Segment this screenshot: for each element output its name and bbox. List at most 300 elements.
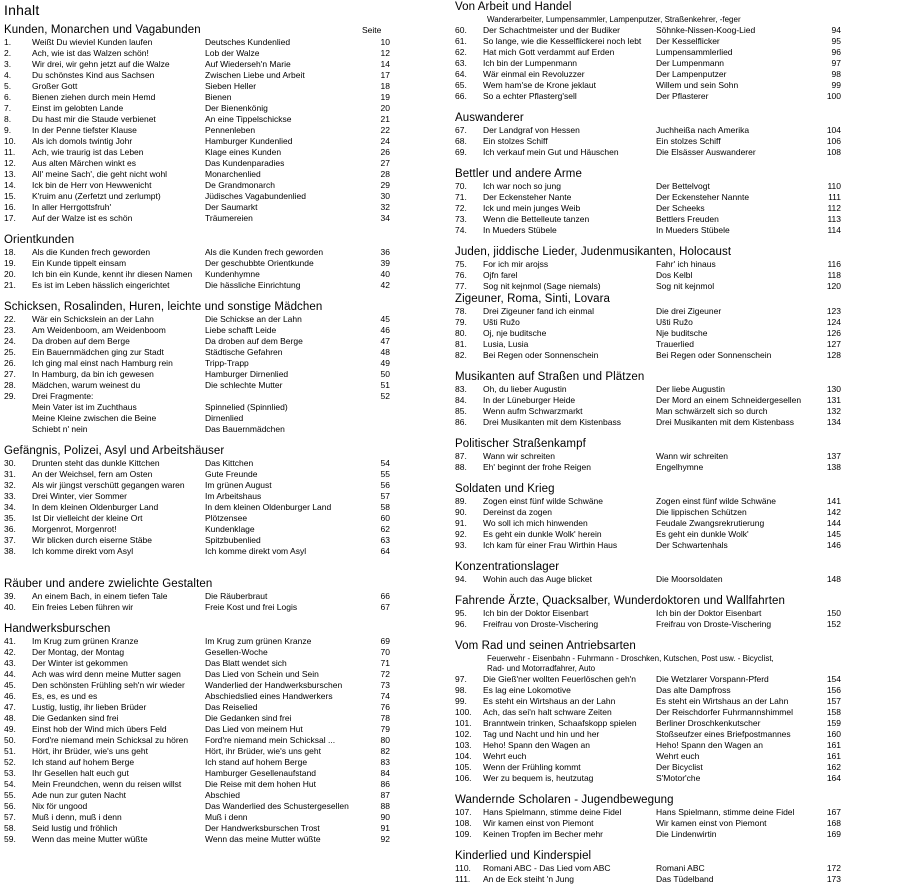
entry-first-line: Wer zu bequem is, heutzutag: [483, 773, 594, 783]
entry-page-number: 26: [380, 147, 390, 157]
section-heading-label: Bettler und andere Arme: [455, 168, 582, 180]
toc-entry[interactable]: [455, 339, 895, 350]
toc-entry[interactable]: [4, 191, 444, 202]
entry-song-title: Ich stand auf hohem Berge: [205, 757, 308, 767]
toc-entry[interactable]: [455, 203, 895, 214]
toc-entry[interactable]: [455, 496, 895, 507]
toc-section: [455, 0, 895, 102]
entry-song-title: Hamburger Gesellenaufstand: [205, 768, 317, 778]
section-heading-label: Vom Rad und seinen Antriebsarten: [455, 640, 636, 652]
entry-song-title: Wenn das meine Mutter wüßte: [205, 834, 321, 844]
toc-entry[interactable]: [4, 336, 444, 347]
entry-number: 81.: [455, 339, 467, 349]
section-heading-label: Kinderlied und Kinderspiel: [455, 850, 592, 862]
entry-number: 17.: [4, 213, 16, 223]
entry-number: 35.: [4, 513, 16, 523]
toc-entry[interactable]: [4, 358, 444, 369]
entry-number: 38.: [4, 546, 16, 556]
toc-entry[interactable]: [4, 801, 444, 812]
toc-entry[interactable]: [4, 469, 444, 480]
entry-page-number: 52: [380, 391, 390, 401]
entry-first-line: Wir drei, wir gehn jetzt auf die Walze: [32, 59, 170, 69]
toc-entry[interactable]: [455, 328, 895, 339]
entry-song-title: Das Wanderlied des Schustergesellen: [205, 801, 349, 811]
toc-entry[interactable]: [4, 746, 444, 757]
entry-number: 9.: [4, 125, 12, 135]
section-heading: [455, 482, 895, 496]
entry-first-line: Ick und mein junges Weib: [483, 203, 581, 213]
toc-entry[interactable]: [455, 181, 895, 192]
toc-entry[interactable]: [455, 529, 895, 540]
entry-number: 31.: [4, 469, 16, 479]
entry-first-line: Wenn die Bettelleute tanzen: [483, 214, 590, 224]
entry-song-title: Bei Regen oder Sonnenschein: [656, 350, 772, 360]
entry-song-title: Hamburger Kundenlied: [205, 136, 293, 146]
toc-entry[interactable]: [4, 834, 444, 845]
entry-song-title: In dem kleinen Oldenburger Land: [205, 502, 332, 512]
entry-number: 110.: [455, 863, 471, 873]
entry-number: 88.: [455, 462, 467, 472]
entry-song-title: Das Lied von meinem Hut: [205, 724, 303, 734]
entry-first-line: Wir blicken durch eiserne Stäbe: [32, 535, 153, 545]
section-heading: [455, 111, 895, 125]
entry-first-line: So lange, wie die Kesselflickerei noch lebt: [483, 36, 642, 46]
toc-entry[interactable]: [4, 114, 444, 125]
toc-entry[interactable]: [455, 619, 895, 630]
left-column: [4, 0, 444, 845]
toc-section: [455, 849, 895, 885]
entry-song-title: Abschiedslied eines Handwerkers: [205, 691, 333, 701]
toc-entry[interactable]: [4, 680, 444, 691]
toc-entry[interactable]: [455, 707, 895, 718]
toc-entry[interactable]: [455, 384, 895, 395]
toc-entry[interactable]: [4, 402, 444, 413]
entry-song-title: Die drei Zigeuner: [656, 306, 722, 316]
toc-entry[interactable]: [455, 718, 895, 729]
entry-first-line: Ich bin der Lumpenmann: [483, 58, 578, 68]
entry-first-line: Ach, wie traurig ist das Leben: [32, 147, 144, 157]
toc-entry[interactable]: [455, 729, 895, 740]
entry-first-line: Ich bin ein Kunde, kennt ihr diesen Namen: [32, 269, 193, 279]
toc-entry[interactable]: [4, 125, 444, 136]
entry-song-title: Die Elsässer Auswanderer: [656, 147, 756, 157]
entry-first-line: Ich stand auf hohem Berge: [32, 757, 135, 767]
toc-entry[interactable]: [455, 518, 895, 529]
toc-entry[interactable]: [4, 823, 444, 834]
toc-entry[interactable]: [4, 424, 444, 435]
toc-entry[interactable]: [4, 636, 444, 647]
toc-entry[interactable]: [455, 395, 895, 406]
entry-first-line: Sog nit kejnmol (Sage niemals): [483, 281, 601, 291]
entry-song-title: Spitzbubenlied: [205, 535, 261, 545]
toc-entry[interactable]: [4, 768, 444, 779]
entry-song-title: De Grandmonarch: [205, 180, 275, 190]
entry-page-number: 39: [380, 258, 390, 268]
entry-page-number: 173: [826, 874, 841, 884]
entry-page-number: 10: [380, 37, 390, 47]
toc-entry[interactable]: [4, 535, 444, 546]
entry-page-number: 30: [380, 191, 390, 201]
toc-entry[interactable]: [4, 258, 444, 269]
entry-first-line: Schiebt n' nein: [32, 424, 88, 434]
entry-number: 65.: [455, 80, 467, 90]
toc-entry[interactable]: [455, 807, 895, 818]
entry-number: 105.: [455, 762, 472, 772]
toc-entry[interactable]: [455, 608, 895, 619]
entry-song-title: Das Blatt wendet sich: [205, 658, 287, 668]
entry-number: 45.: [4, 680, 16, 690]
toc-entry[interactable]: [455, 773, 895, 784]
entry-number: 71.: [455, 192, 467, 202]
toc-entry[interactable]: [4, 546, 444, 557]
entry-page-number: 21: [380, 114, 390, 124]
toc-entry[interactable]: [455, 874, 895, 885]
entry-number: 34.: [4, 502, 16, 512]
toc-entry[interactable]: [4, 658, 444, 669]
entry-first-line: Einst hob der Wind mich übers Feld: [32, 724, 167, 734]
toc-entry[interactable]: [4, 702, 444, 713]
toc-entry[interactable]: [4, 70, 444, 81]
entry-song-title: Der liebe Augustin: [656, 384, 725, 394]
entry-page-number: 123: [826, 306, 841, 316]
entry-number: 62.: [455, 47, 467, 57]
toc-entry[interactable]: [455, 225, 895, 236]
entry-number: 56.: [4, 801, 16, 811]
entry-number: 60.: [455, 25, 467, 35]
entry-page-number: 160: [826, 729, 841, 739]
toc-entry[interactable]: [4, 669, 444, 680]
entry-first-line: Drei Zigeuner fand ich einmal: [483, 306, 595, 316]
entry-number: 11.: [4, 147, 16, 157]
toc-entry[interactable]: [4, 37, 444, 48]
toc-entry[interactable]: [455, 58, 895, 69]
toc-entry[interactable]: [4, 502, 444, 513]
entry-page-number: 90: [380, 812, 390, 822]
entry-song-title: Es geht ein dunkle Wolk': [656, 529, 749, 539]
entry-page-number: 55: [380, 469, 390, 479]
toc-entry[interactable]: [4, 524, 444, 535]
entry-song-title: Hamburger Dirnenlied: [205, 369, 289, 379]
toc-entry[interactable]: [4, 269, 444, 280]
entry-number: 29.: [4, 391, 16, 401]
toc-entry-list: [455, 259, 895, 292]
toc-entry[interactable]: [455, 270, 895, 281]
entry-page-number: 150: [826, 608, 841, 618]
entry-song-title: Ich bin der Doktor Eisenbart: [656, 608, 762, 618]
section-heading-label: Kunden, Monarchen und Vagabunden: [4, 24, 201, 36]
entry-number: 100.: [455, 707, 472, 717]
toc-entry[interactable]: [455, 281, 895, 292]
toc-entry[interactable]: [455, 451, 895, 462]
entry-page-number: 104: [826, 125, 841, 135]
entry-song-title: Wehrt euch: [656, 751, 700, 761]
entry-page-number: 64: [380, 546, 390, 556]
toc-entry[interactable]: [4, 59, 444, 70]
entry-song-title: Kundenhymne: [205, 269, 260, 279]
entry-page-number: 74: [380, 691, 390, 701]
toc-entry[interactable]: [455, 192, 895, 203]
entry-song-title: Tripp-Trapp: [205, 358, 249, 368]
toc-entry[interactable]: [455, 696, 895, 707]
entry-number: 50.: [4, 735, 16, 745]
entry-number: 16.: [4, 202, 16, 212]
section-heading: [455, 0, 895, 14]
entry-song-title: Ein stolzes Schiff: [656, 136, 721, 146]
toc-entry[interactable]: [4, 790, 444, 801]
section-heading-label: Orientkunden: [4, 234, 75, 246]
toc-entry[interactable]: [4, 491, 444, 502]
toc-entry-list: [4, 636, 444, 845]
toc-entry[interactable]: [4, 713, 444, 724]
entry-number: 72.: [455, 203, 467, 213]
section-heading-label: Zigeuner, Roma, Sinti, Lovara: [455, 293, 611, 305]
toc-entry[interactable]: [455, 674, 895, 685]
entry-song-title: In Mueders Stübele: [656, 225, 730, 235]
toc-entry[interactable]: [4, 602, 444, 613]
entry-page-number: 120: [826, 281, 841, 291]
toc-entry[interactable]: [455, 147, 895, 158]
toc-entry[interactable]: [455, 762, 895, 773]
toc-entry[interactable]: [455, 417, 895, 428]
toc-section: [455, 292, 895, 361]
toc-entry[interactable]: [4, 480, 444, 491]
entry-page-number: 161: [826, 740, 841, 750]
entry-page-number: 40: [380, 269, 390, 279]
toc-section: [455, 793, 895, 840]
entry-first-line: In Hamburg, da bin ich gewesen: [32, 369, 154, 379]
toc-entry-list: [4, 591, 444, 613]
toc-entry[interactable]: [455, 574, 895, 585]
entry-first-line: Wir kamen einst von Piemont: [483, 818, 594, 828]
entry-page-number: 63: [380, 535, 390, 545]
entry-song-title: Der Eckensteher Nannte: [656, 192, 750, 202]
entry-first-line: All' meine Sach', die geht nicht wohl: [32, 169, 168, 179]
toc-entry[interactable]: [4, 202, 444, 213]
toc-entry[interactable]: [455, 406, 895, 417]
entry-page-number: 73: [380, 680, 390, 690]
toc-entry[interactable]: [4, 779, 444, 790]
toc-entry[interactable]: [455, 751, 895, 762]
toc-entry[interactable]: [4, 325, 444, 336]
entry-song-title: Romani ABC: [656, 863, 705, 873]
entry-song-title: Der Lampenputzer: [656, 69, 727, 79]
entry-first-line: Nix för ungood: [32, 801, 88, 811]
toc-entry[interactable]: [455, 685, 895, 696]
entry-page-number: 110: [827, 181, 841, 191]
entry-number: 5.: [4, 81, 12, 91]
entry-song-title: Willem und sein Sohn: [656, 80, 739, 90]
section-heading: [4, 622, 444, 636]
section-heading: [455, 437, 895, 451]
entry-song-title: Lumpensammlerlied: [656, 47, 733, 57]
entry-page-number: 164: [826, 773, 841, 783]
entry-first-line: Keinen Tropfen im Becher mehr: [483, 829, 604, 839]
toc-entry[interactable]: [4, 380, 444, 391]
toc-section: [4, 622, 444, 845]
entry-number: 101.: [455, 718, 472, 728]
entry-page-number: 17: [380, 70, 390, 80]
toc-entry[interactable]: [4, 180, 444, 191]
entry-number: 44.: [4, 669, 16, 679]
entry-first-line: Aus alten Märchen winkt es: [32, 158, 136, 168]
toc-entry[interactable]: [455, 350, 895, 361]
toc-entry[interactable]: [4, 158, 444, 169]
toc-entry[interactable]: [455, 317, 895, 328]
toc-entry[interactable]: [4, 347, 444, 358]
entry-number: 58.: [4, 823, 16, 833]
section-heading: [455, 560, 895, 574]
entry-number: 107.: [455, 807, 472, 817]
toc-entry[interactable]: [455, 462, 895, 473]
entry-first-line: Als ich domols twintig Johr: [32, 136, 133, 146]
entry-page-number: 50: [380, 369, 390, 379]
entry-first-line: Wenn aufm Schwarzmarkt: [483, 406, 583, 416]
entry-number: 84.: [455, 395, 467, 405]
toc-entry[interactable]: [455, 540, 895, 551]
entry-page-number: 145: [826, 529, 841, 539]
toc-entry[interactable]: [4, 647, 444, 658]
entry-number: 4.: [4, 70, 12, 80]
section-heading-label: Von Arbeit und Handel: [455, 1, 572, 13]
entry-number: 73.: [455, 214, 467, 224]
entry-song-title: Lob der Walze: [205, 48, 260, 58]
entry-page-number: 36: [380, 247, 390, 257]
entry-page-number: 24: [380, 136, 390, 146]
entry-first-line: Mädchen, warum weinest du: [32, 380, 141, 390]
entry-first-line: Wenn das meine Mutter wüßte: [32, 834, 148, 844]
entry-song-title: Gute Freunde: [205, 469, 258, 479]
toc-entry[interactable]: [455, 136, 895, 147]
toc-entry[interactable]: [4, 247, 444, 258]
entry-first-line: Ich komme direkt vom Asyl: [32, 546, 134, 556]
entry-song-title: Trauerlied: [656, 339, 694, 349]
entry-page-number: 49: [380, 358, 390, 368]
toc-entry[interactable]: [4, 103, 444, 114]
entry-first-line: Der Winter ist gekommen: [32, 658, 128, 668]
entry-song-title: Das Tüdelband: [656, 874, 714, 884]
toc-entry[interactable]: [455, 47, 895, 58]
toc-entry[interactable]: [455, 818, 895, 829]
toc-entry[interactable]: [455, 740, 895, 751]
toc-entry[interactable]: [4, 147, 444, 158]
entry-first-line: Dereinst da zogen: [483, 507, 552, 517]
entry-number: 102.: [455, 729, 472, 739]
toc-entry[interactable]: [455, 306, 895, 317]
entry-first-line: Da droben auf dem Berge: [32, 336, 130, 346]
toc-entry[interactable]: [4, 391, 444, 402]
toc-entry[interactable]: [4, 48, 444, 59]
toc-entry[interactable]: [4, 591, 444, 602]
toc-entry[interactable]: [4, 169, 444, 180]
entry-page-number: 111: [828, 192, 841, 202]
toc-entry[interactable]: [455, 36, 895, 47]
toc-entry[interactable]: [455, 507, 895, 518]
toc-entry[interactable]: [4, 314, 444, 325]
entry-first-line: For ich mir arojss: [483, 259, 549, 269]
toc-entry[interactable]: [455, 863, 895, 874]
entry-number: 26.: [4, 358, 16, 368]
section-heading: [455, 167, 895, 181]
toc-entry[interactable]: [455, 259, 895, 270]
entry-first-line: Wo soll ich mich hinwenden: [483, 518, 588, 528]
entry-number: 51.: [4, 746, 16, 756]
section-subtitle: Feuerwehr - Eisenbahn - Fuhrmann - Droschken, Kutschen, Post usw. - Bicyclist,: [487, 654, 774, 663]
entry-page-number: 84: [380, 768, 390, 778]
entry-page-number: 58: [380, 502, 390, 512]
entry-number: 79.: [455, 317, 467, 327]
entry-first-line: Wem ham'se de Krone jeklaut: [483, 80, 596, 90]
toc-entry[interactable]: [4, 81, 444, 92]
toc-entry[interactable]: [455, 80, 895, 91]
entry-song-title: Feudale Zwangsrekrutierung: [656, 518, 765, 528]
entry-number: 104.: [455, 751, 472, 761]
entry-song-title: Nje buditsche: [656, 328, 708, 338]
toc-section: [455, 437, 895, 473]
toc-entry-list: [4, 314, 444, 435]
entry-page-number: 142: [826, 507, 841, 517]
entry-first-line: Wär ein Schickslein an der Lahn: [32, 314, 154, 324]
entry-number: 15.: [4, 191, 16, 201]
toc-entry-list: [455, 807, 895, 840]
toc-section: [4, 233, 444, 291]
toc-entry[interactable]: [4, 691, 444, 702]
entry-first-line: Hat mich Gott verdammt auf Erden: [483, 47, 615, 57]
entry-number: 76.: [455, 270, 467, 280]
entry-page-number: 34: [380, 213, 390, 223]
toc-entry[interactable]: [4, 136, 444, 147]
toc-entry[interactable]: [4, 812, 444, 823]
toc-entry-list: [4, 458, 444, 557]
toc-entry[interactable]: [4, 92, 444, 103]
entry-page-number: 82: [380, 746, 390, 756]
section-heading-label: Auswanderer: [455, 112, 524, 124]
toc-entry[interactable]: [4, 413, 444, 424]
entry-song-title: Das Bauernmädchen: [205, 424, 285, 434]
entry-first-line: Lustig, lustig, ihr lieben Brüder: [32, 702, 147, 712]
toc-entry[interactable]: [4, 735, 444, 746]
entry-first-line: Ein Kunde tippelt einsam: [32, 258, 127, 268]
toc-entry[interactable]: [4, 280, 444, 291]
entry-page-number: 22: [380, 125, 390, 135]
toc-entry[interactable]: [4, 757, 444, 768]
toc-entry[interactable]: [455, 91, 895, 102]
entry-page-number: 138: [826, 462, 841, 472]
entry-page-number: 130: [826, 384, 841, 394]
toc-entry[interactable]: [455, 214, 895, 225]
entry-first-line: An einem Bach, in einem tiefen Tale: [32, 591, 168, 601]
toc-entry[interactable]: [4, 213, 444, 224]
entry-first-line: So a echter Pflasterg'sell: [483, 91, 577, 101]
toc-entry[interactable]: [4, 513, 444, 524]
toc-entry[interactable]: [455, 829, 895, 840]
entry-song-title: Bettlers Freuden: [656, 214, 719, 224]
toc-entry[interactable]: [455, 25, 895, 36]
section-heading-label: Politischer Straßenkampf: [455, 438, 586, 450]
entry-page-number: 69: [380, 636, 390, 646]
toc-entry[interactable]: [4, 458, 444, 469]
entry-song-title: Im Arbeitshaus: [205, 491, 262, 501]
entry-first-line: Auf der Walze ist es schön: [32, 213, 133, 223]
toc-entry[interactable]: [4, 724, 444, 735]
entry-number: 57.: [4, 812, 16, 822]
entry-number: 95.: [455, 608, 467, 618]
toc-entry[interactable]: [455, 69, 895, 80]
entry-song-title: Zwischen Liebe und Arbeit: [205, 70, 305, 80]
entry-number: 14.: [4, 180, 16, 190]
section-heading: [455, 594, 895, 608]
toc-entry[interactable]: [455, 125, 895, 136]
toc-entry[interactable]: [4, 369, 444, 380]
